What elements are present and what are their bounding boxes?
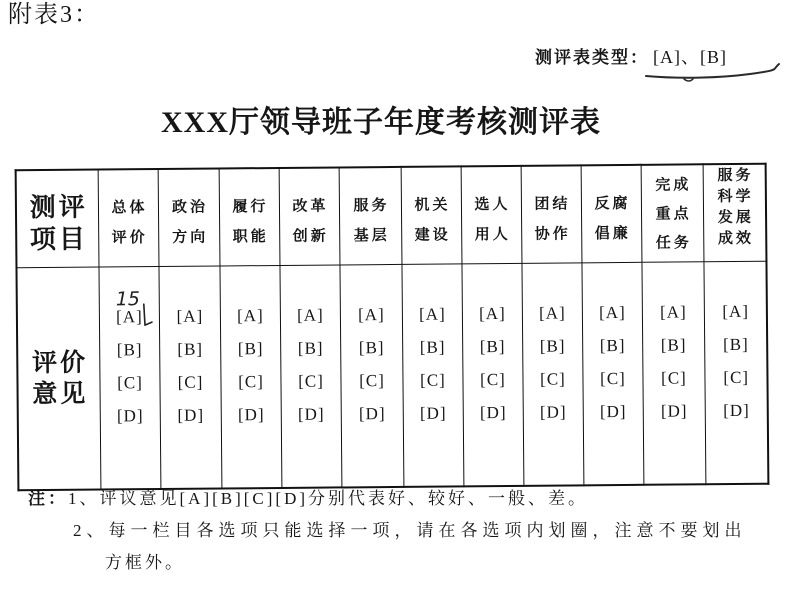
opinion-header-cell xyxy=(16,267,100,490)
option-c[interactable]: [C] xyxy=(661,368,687,388)
item-header-line: 测评 xyxy=(29,192,88,224)
evaluation-table xyxy=(15,163,770,491)
option-d[interactable]: [D] xyxy=(116,406,144,426)
column-header-personnel-selection xyxy=(461,166,522,264)
item-header-cell xyxy=(16,170,99,268)
option-a[interactable]: [A] xyxy=(722,301,750,322)
form-type-indicator xyxy=(535,45,727,71)
options-performing-functions xyxy=(219,265,281,488)
option-a[interactable]: [A] xyxy=(539,303,566,323)
option-b[interactable]: [B] xyxy=(177,339,204,359)
column-header-reform-innovation xyxy=(279,167,340,265)
column-header-line: 协作 xyxy=(534,224,571,243)
column-header-line: 完成 xyxy=(655,174,692,194)
column-header-line: 发展 xyxy=(717,207,754,227)
column-header-overall-evaluation xyxy=(98,169,159,267)
column-header-line: 服务 xyxy=(717,165,754,185)
option-b[interactable]: [B] xyxy=(479,337,506,357)
option-c[interactable]: [C] xyxy=(117,373,143,393)
option-b[interactable]: [B] xyxy=(723,334,749,355)
column-header-serving-grassroots xyxy=(339,167,402,265)
column-header-key-tasks xyxy=(641,164,704,262)
handwritten-note: 15 xyxy=(115,288,141,311)
column-header-political-direction xyxy=(158,168,220,266)
note-item-2-continued: 方框外。 xyxy=(105,553,185,572)
option-d[interactable]: [D] xyxy=(723,400,750,421)
column-header-line: 政治 xyxy=(171,197,209,216)
column-header-unity-cooperation xyxy=(521,165,582,263)
note-prefix: 注： xyxy=(28,489,68,509)
option-a[interactable]: [A] xyxy=(237,306,264,326)
form-type-value: [A]、[B] xyxy=(653,47,727,67)
column-header-line: 团结 xyxy=(534,194,571,213)
option-a[interactable]: [A] xyxy=(116,307,143,327)
column-header-development-effectiveness xyxy=(703,164,767,262)
column-header-line: 任务 xyxy=(655,232,692,252)
options-key-tasks xyxy=(641,262,705,485)
option-d[interactable]: [D] xyxy=(358,404,386,424)
note-item-2: 2、每一栏目各选项只能选择一项，请在各选项内划圈，注意不要划出 xyxy=(73,521,747,540)
column-header-organ-building xyxy=(401,166,462,264)
option-c[interactable]: [C] xyxy=(298,371,324,391)
note-text-1: 1、评议意见[A][B][C][D]分别代表好、较好、一般、差。 xyxy=(68,489,589,508)
column-header-line: 重点 xyxy=(655,203,692,223)
option-b[interactable]: [B] xyxy=(237,339,264,359)
note-item-1 xyxy=(28,488,588,510)
column-header-line: 总体 xyxy=(111,198,148,217)
option-d[interactable]: [D] xyxy=(539,402,567,422)
option-d[interactable]: [D] xyxy=(237,405,265,425)
column-header-line: 服务 xyxy=(353,196,390,215)
column-header-line: 评价 xyxy=(111,228,148,247)
options-anti-corruption xyxy=(581,262,643,485)
option-c[interactable]: [C] xyxy=(177,372,204,392)
column-header-line: 选人 xyxy=(474,194,511,214)
column-header-line: 机关 xyxy=(414,195,451,214)
options-organ-building xyxy=(401,264,463,487)
option-d[interactable]: [D] xyxy=(599,401,627,422)
option-c[interactable]: [C] xyxy=(480,370,506,390)
option-b[interactable]: [B] xyxy=(297,338,324,358)
form-type-label: 测评表类型： xyxy=(535,48,649,68)
options-development-effectiveness xyxy=(703,261,768,484)
header-row xyxy=(16,164,767,268)
option-d[interactable]: [D] xyxy=(297,404,325,424)
column-header-line: 创新 xyxy=(292,226,329,245)
option-d[interactable]: [D] xyxy=(479,402,507,423)
page-title: XXX厅领导班子年度考核测评表 xyxy=(161,106,601,139)
column-header-performing-functions xyxy=(219,168,280,266)
column-header-line: 基层 xyxy=(353,226,390,245)
option-a[interactable]: [A] xyxy=(599,302,626,323)
option-a[interactable]: [A] xyxy=(297,305,324,325)
options-political-direction xyxy=(158,266,221,489)
evaluation-sheet xyxy=(15,163,768,488)
option-c[interactable]: [C] xyxy=(540,369,566,389)
option-a[interactable]: [A] xyxy=(419,304,446,324)
option-b[interactable]: [B] xyxy=(599,335,626,356)
option-c[interactable]: [C] xyxy=(723,367,750,388)
column-header-line: 科学 xyxy=(717,186,754,206)
opinion-row xyxy=(16,261,768,490)
option-c[interactable]: [C] xyxy=(420,370,446,390)
option-a[interactable]: [A] xyxy=(358,305,385,325)
column-header-line: 用人 xyxy=(474,224,511,244)
options-reform-innovation xyxy=(279,265,341,488)
column-header-line: 成效 xyxy=(717,228,755,248)
option-b[interactable]: [B] xyxy=(116,340,143,360)
option-d[interactable]: [D] xyxy=(660,401,688,421)
column-header-line: 履行 xyxy=(232,197,269,216)
column-header-line: 改革 xyxy=(292,196,329,215)
options-serving-grassroots xyxy=(339,264,403,487)
item-header-line: 项目 xyxy=(29,224,89,256)
handwritten-tick xyxy=(684,79,693,81)
options-overall-evaluation xyxy=(98,267,160,490)
option-c[interactable]: [C] xyxy=(359,371,385,391)
opinion-header-line: 评价 xyxy=(31,347,89,378)
option-d[interactable]: [D] xyxy=(419,403,447,423)
option-b[interactable]: [B] xyxy=(660,335,687,355)
appendix-label: 附表3： xyxy=(8,2,100,28)
column-header-line: 建设 xyxy=(414,225,451,244)
options-personnel-selection xyxy=(461,263,523,486)
option-c[interactable]: [C] xyxy=(238,372,264,392)
option-b[interactable]: [B] xyxy=(539,336,566,356)
column-header-line: 方向 xyxy=(172,227,209,246)
column-header-line: 倡廉 xyxy=(594,223,631,243)
option-a[interactable]: [A] xyxy=(479,303,506,324)
column-header-line: 职能 xyxy=(232,227,269,246)
option-a[interactable]: [A] xyxy=(660,302,687,322)
option-d[interactable]: [D] xyxy=(177,405,205,425)
column-header-anti-corruption xyxy=(581,165,642,263)
options-unity-cooperation xyxy=(521,263,583,486)
option-b[interactable]: [B] xyxy=(358,338,385,358)
option-c[interactable]: [C] xyxy=(600,368,626,389)
opinion-header-line: 意见 xyxy=(32,378,89,409)
option-a[interactable]: [A] xyxy=(176,306,204,326)
option-b[interactable]: [B] xyxy=(419,337,446,357)
column-header-line: 反腐 xyxy=(594,193,631,213)
